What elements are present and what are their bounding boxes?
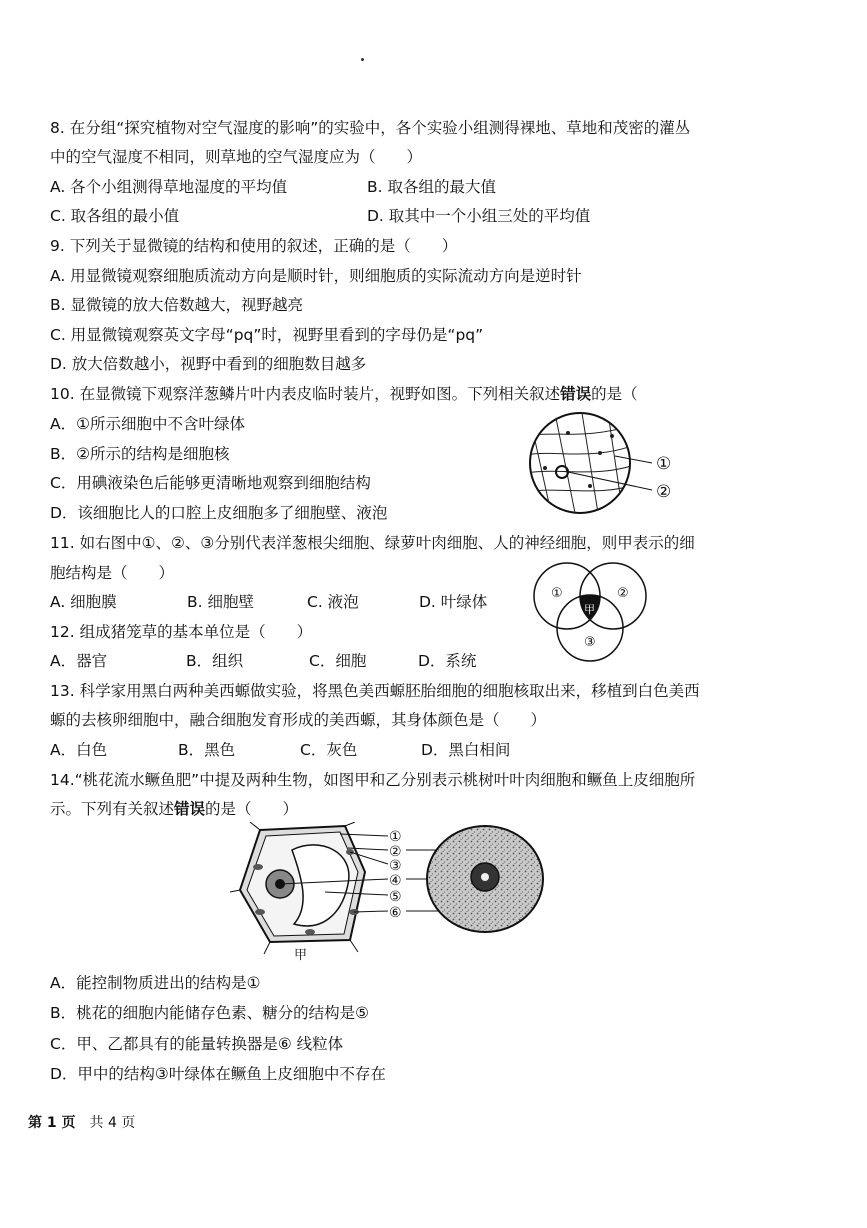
q9-option-d: D. 放大倍数越小，视野中看到的细胞数目越多	[50, 355, 367, 373]
q11-venn-label-3: ③	[584, 635, 596, 650]
q8-option-b: B. 取各组的最大值	[367, 178, 496, 196]
q14-line1: 14.“桃花流水鳜鱼肥”中提及两种生物，如图甲和乙分别表示桃树叶叶肉细胞和鳜鱼上皮细胞所	[50, 771, 696, 789]
q14-fig-label-4: ④	[389, 873, 402, 889]
q9-option-a: A. 用显微镜观察细胞质流动方向是顺时针，则细胞质的实际流动方向是逆时针	[50, 267, 582, 285]
q10-option-d: D．该细胞比人的口腔上皮细胞多了细胞壁、液泡	[50, 504, 388, 522]
q14-cell-diagram	[230, 822, 560, 962]
q13-option-c: C．灰色	[300, 741, 358, 759]
page-number: 第 1 页	[28, 1115, 76, 1131]
q14-option-b: B．桃花的细胞内能储存色素、糖分的结构是⑤	[50, 1004, 370, 1022]
q10-stem-pre: 10. 在显微镜下观察洋葱鳞片叶内表皮临时装片，视野如图。下列相关叙述	[50, 385, 561, 403]
q9-option-b: B. 显微镜的放大倍数越大，视野越亮	[50, 296, 303, 314]
q13-option-b: B．黑色	[178, 741, 236, 759]
q14-line2-pre: 示。下列有关叙述	[50, 800, 175, 818]
q11-option-b: B. 细胞壁	[187, 593, 254, 611]
q11-venn-label-2: ②	[617, 586, 629, 601]
page-total: 共 4 页	[89, 1115, 136, 1131]
q10-option-c: C．用碘液染色后能够更清晰地观察到细胞结构	[50, 474, 371, 492]
scan-speck	[361, 58, 364, 61]
q14-fig-caption: 甲	[294, 948, 308, 962]
q12-option-c: C．细胞	[309, 652, 367, 670]
q10-option-a: A．①所示细胞中不含叶绿体	[50, 415, 245, 433]
q8-option-c: C. 取各组的最小值	[50, 207, 180, 225]
q8-line1: 8. 在分组“探究植物对空气湿度的影响”的实验中，各个实验小组测得裸地、草地和茂密的灌丛	[50, 119, 691, 137]
q14-line2-post: 的是（ ）	[205, 800, 299, 818]
q14-fig-label-1: ①	[389, 829, 402, 845]
q14-fig-label-6: ⑥	[389, 905, 402, 921]
q14-fig-label-2: ②	[389, 844, 402, 860]
q14-option-d: D．甲中的结构③叶绿体在鳜鱼上皮细胞中不存在	[50, 1065, 386, 1083]
q11-venn-label-1: ①	[551, 586, 563, 601]
q11-option-c: C. 液泡	[307, 593, 359, 611]
q8-line2: 中的空气湿度不相同，则草地的空气湿度应为（ ）	[50, 148, 423, 166]
q11-option-a: A. 细胞膜	[50, 593, 117, 611]
q13-option-a: A．白色	[50, 741, 108, 759]
q13-line1: 13. 科学家用黑白两种美西螈做实验，将黑色美西螈胚胎细胞的细胞核取出来，移植到白色美西	[50, 682, 700, 700]
q14-fig-label-3: ③	[389, 858, 402, 874]
q10-label-2: ②	[656, 482, 672, 502]
q10-stem	[50, 384, 638, 404]
q10-stem-emphasis: 错误	[560, 385, 592, 403]
q12-option-b: B．组织	[186, 652, 244, 670]
q11-venn-diagram	[525, 560, 655, 665]
q13-line2: 螈的去核卵细胞中，融合细胞发育形成的美西螈，其身体颜色是（ ）	[50, 711, 547, 729]
q8-option-d: D. 取其中一个小组三处的平均值	[367, 207, 591, 225]
q12-option-a: A．器官	[50, 652, 108, 670]
q14-option-c: C．甲、乙都具有的能量转换器是⑥ 线粒体	[50, 1035, 344, 1053]
q14-fig-label-5: ⑤	[389, 889, 402, 905]
q8-option-a: A. 各个小组测得草地湿度的平均值	[50, 178, 288, 196]
page-footer	[28, 1114, 135, 1132]
q10-stem-post: 的是（	[591, 385, 638, 403]
q14-line2	[50, 799, 298, 819]
q11-line2: 胞结构是（ ）	[50, 564, 175, 582]
q9-stem: 9. 下列关于显微镜的结构和使用的叙述，正确的是（ ）	[50, 237, 458, 255]
q10-option-b: B．②所示的结构是细胞核	[50, 445, 230, 463]
q12-stem: 12. 组成猪笼草的基本单位是（ ）	[50, 623, 313, 641]
q9-option-c: C. 用显微镜观察英文字母“pq”时，视野里看到的字母仍是“pq”	[50, 326, 484, 344]
q11-venn-center-label: 甲	[584, 603, 595, 616]
q10-label-1: ①	[656, 454, 672, 474]
q13-option-d: D．黑白相间	[421, 741, 511, 759]
q11-line1: 11. 如右图中①、②、③分别代表洋葱根尖细胞、绿萝叶肉细胞、人的神经细胞，则甲表示的细	[50, 534, 695, 552]
q12-option-d: D．系统	[418, 652, 477, 670]
q11-option-d: D. 叶绿体	[419, 593, 488, 611]
q10-microscope-field-figure	[520, 408, 700, 518]
q14-line2-emphasis: 错误	[174, 800, 206, 818]
q14-option-a: A．能控制物质进出的结构是①	[50, 974, 261, 992]
